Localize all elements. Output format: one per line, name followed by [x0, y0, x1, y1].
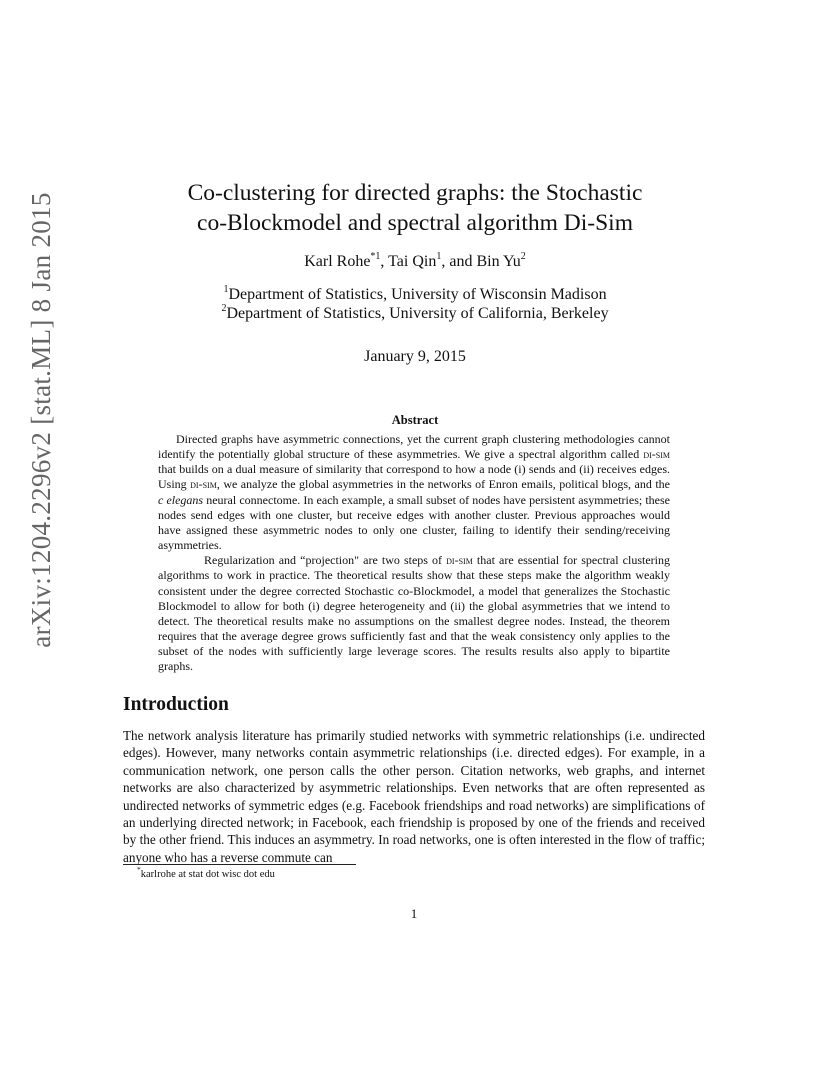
author-name: Tai Qin	[388, 253, 437, 270]
page-number: 1	[410, 906, 418, 921]
abstract-text: that builds on a dual measure of similarity that correspond to how a node (i) sends and (ii) receives edges. Using	[158, 462, 670, 492]
method-name: di-sim	[643, 447, 670, 462]
author-name: Karl Rohe	[304, 253, 371, 270]
paper-title-line-1: Co-clustering for directed graphs: the Stochastic	[187, 180, 643, 206]
abstract-paragraph	[158, 553, 670, 674]
affiliation-list	[130, 285, 700, 323]
affiliation	[130, 304, 700, 323]
abstract-text: that are essential for spectral clustering algorithms to work in practice. The theoretical results show that these steps make the algorithm weakly consistent under the degree corrected Stochastic co-Blockmodel, a model that generalizes the Stochastic Blockmodel to allow for both (i) degree heterogeneity and (ii) the global asymmetries that we intend to detect. The theoretical results make no assumptions on the smallest degree nodes. Instead, the theorem requires that the average degree grows sufficiently fast and that the weak consistency only applies to the subset of the nodes with sufficiently large leverage scores. The results results also apply to bipartite graphs.	[158, 553, 670, 674]
affiliation-text: Department of Statistics, University of California, Berkeley	[226, 305, 609, 322]
author-mark: 2	[520, 250, 526, 262]
author-name: Bin Yu	[476, 253, 521, 270]
footnote-text: karlrohe at stat dot wisc dot edu	[140, 869, 275, 880]
author-separator: , and	[441, 253, 477, 270]
affiliation	[130, 285, 700, 304]
author-separator: ,	[380, 253, 389, 270]
abstract-text: , we analyze the global asymmetries in the networks of Enron emails, political blogs, and the	[216, 477, 670, 492]
footnote-divider	[123, 864, 356, 865]
author-mark: 1	[436, 250, 442, 262]
method-name: di-sim	[190, 477, 217, 492]
paper-date: January 9, 2015	[364, 348, 466, 365]
abstract-paragraph	[158, 432, 670, 553]
abstract-text: Directed graphs have asymmetric connections, yet the current graph clustering methodologies cannot identify the potentially global structure of these asymmetries. We give a spectral algorithm called	[158, 432, 670, 462]
abstract-text: neural connectome. In each example, a small subset of nodes have persistent asymmetries; these nodes send edges with one cluster, but receive edges with another cluster. Previous approaches would have assigned these asymmetric nodes to only one cluster, failing to identify their sending/receiving asymmetries.	[158, 492, 670, 553]
abstract-body	[158, 432, 670, 675]
method-name: di-sim	[446, 553, 473, 568]
footnote-mark: *	[137, 864, 141, 874]
arxiv-side-stamp: arXiv:1204.2296v2 [stat.ML] 8 Jan 2015	[26, 192, 56, 648]
abstract-heading: Abstract	[391, 413, 439, 427]
paper-title-line-2: co-Blockmodel and spectral algorithm Di-Sim	[197, 210, 633, 236]
affiliation-mark: 2	[221, 302, 227, 314]
author-mark: *1	[370, 250, 381, 262]
paper-title	[130, 178, 700, 238]
abstract-text: Regularization and “projection" are two steps of	[204, 553, 447, 568]
footnote	[137, 864, 275, 881]
section-heading: Introduction	[123, 694, 229, 715]
affiliation-mark: 1	[223, 283, 229, 295]
author-list	[130, 252, 700, 272]
section-body-text: The network analysis literature has primarily studied networks with symmetric relationships (i.e. undirected edges). However, many networks contain asymmetric relationships (i.e. directed edges). For example, in a communication network, one person calls the other person. Citation networks, web graphs, and internet networks are also characterized by asymmetric relationships. Even networks that are often represented as undirected networks of symmetric edges (e.g. Facebook friendships and road networks) are simplifications of an underlying directed network; in Facebook, each friendship is proposed by one of the friends and received by the other friend. This induces an asymmetry. In road networks, one is often interested in the flow of traffic; anyone who has a reverse commute can	[123, 728, 705, 865]
species-name: c elegans	[158, 492, 204, 507]
affiliation-text: Department of Statistics, University of Wisconsin Madison	[228, 286, 607, 303]
